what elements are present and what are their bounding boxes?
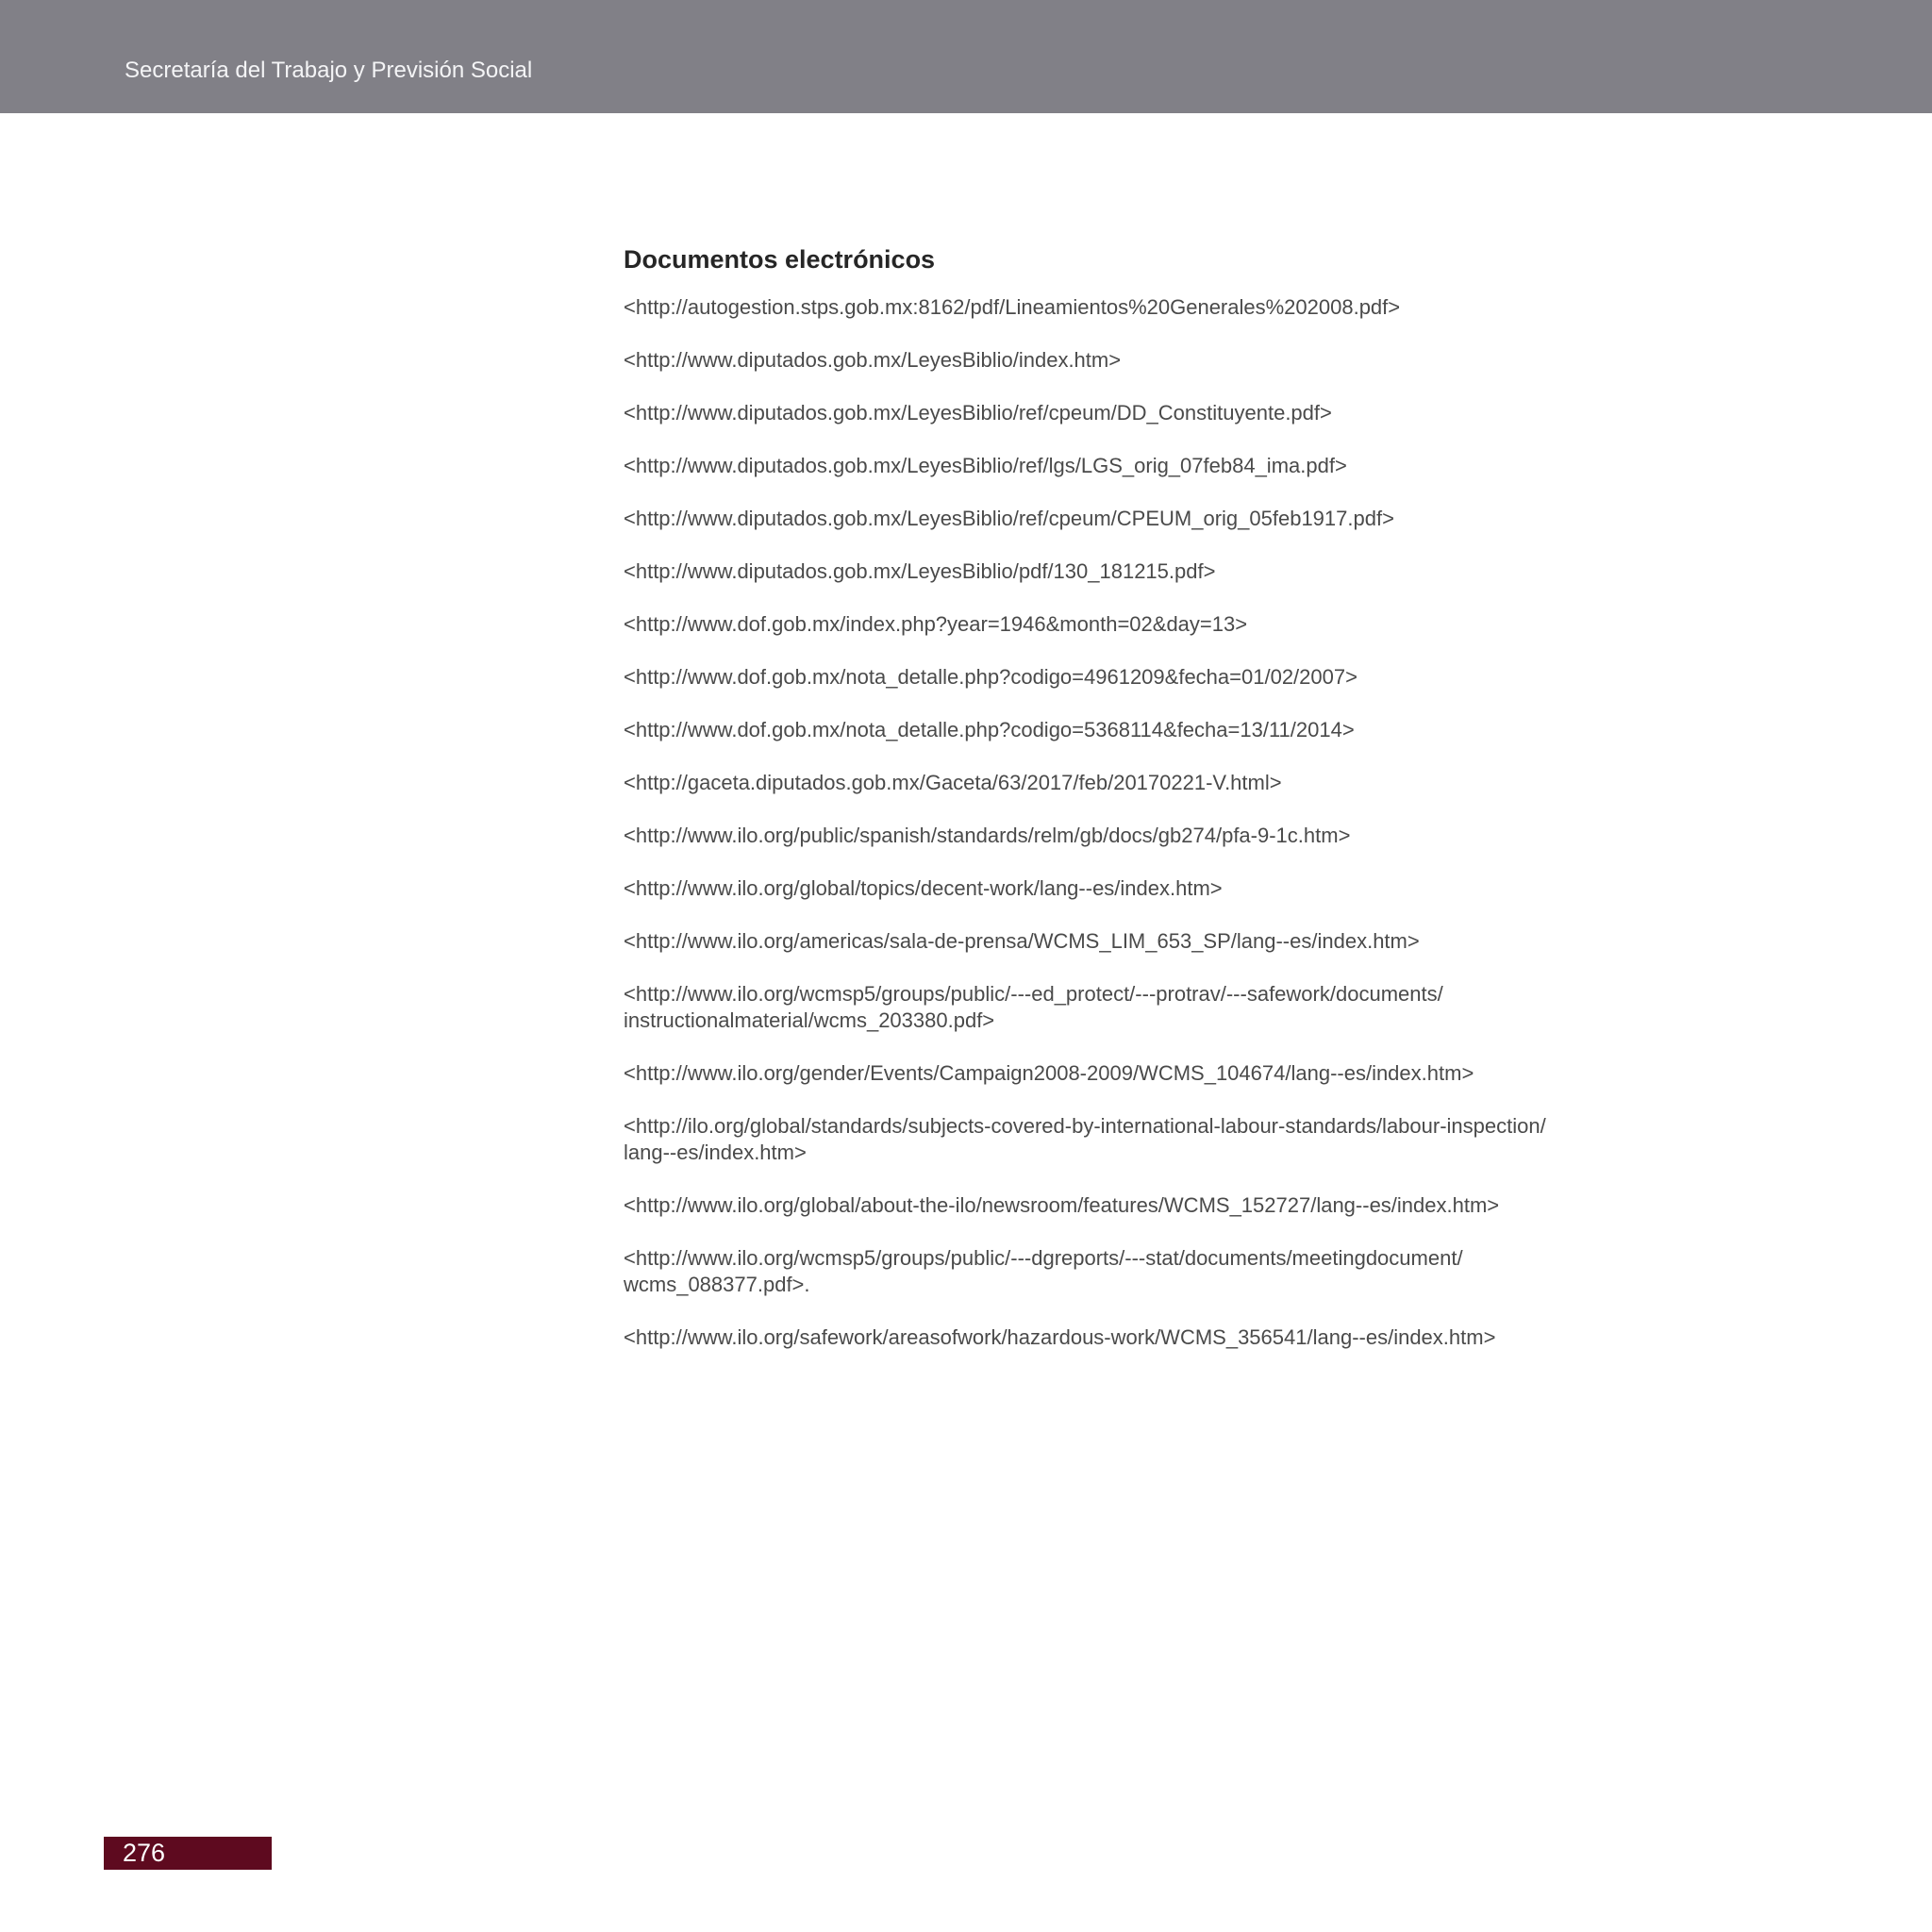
reference-list [624,294,1685,1351]
reference-item: <http://www.dof.gob.mx/index.php?year=1946&month=02&day=13> [624,612,1248,636]
content-area [624,243,1685,1377]
reference-item: <http://www.ilo.org/public/spanish/standards/relm/gb/docs/gb274/pfa-9-1c.htm> [624,824,1351,847]
reference-item: <http://autogestion.stps.gob.mx:8162/pdf/Lineamientos%20Generales%202008.pdf> [624,295,1401,319]
reference-item: <http://www.dof.gob.mx/nota_detalle.php?codigo=4961209&fecha=01/02/2007> [624,665,1357,689]
reference-item: <http://www.diputados.gob.mx/LeyesBiblio/ref/cpeum/CPEUM_orig_05feb1917.pdf> [624,507,1394,530]
reference-item: <http://www.diputados.gob.mx/LeyesBiblio/ref/cpeum/DD_Constituyente.pdf> [624,401,1332,425]
reference-item: <http://www.diputados.gob.mx/LeyesBiblio/ref/lgs/LGS_orig_07feb84_ima.pdf> [624,454,1347,477]
reference-item: <http://www.ilo.org/global/about-the-ilo/newsroom/features/WCMS_152727/lang--es/index.htm> [624,1193,1500,1217]
reference-item: <http://www.ilo.org/gender/Events/Campaign2008-2009/WCMS_104674/lang--es/index.htm> [624,1061,1474,1085]
reference-item: <http://www.ilo.org/wcmsp5/groups/public/---ed_protect/---protrav/---safework/documents/ instructionalmaterial/wcms_203380.pdf> [624,982,1443,1032]
header-title: Secretaría del Trabajo y Previsión Social [125,58,533,83]
reference-item: <http://www.dof.gob.mx/nota_detalle.php?codigo=5368114&fecha=13/11/2014> [624,718,1355,741]
page-number-box [104,1837,272,1870]
page-number: 276 [123,1839,166,1867]
reference-item: <http://gaceta.diputados.gob.mx/Gaceta/63/2017/feb/20170221-V.html> [624,771,1282,794]
section-heading: Documentos electrónicos [624,245,936,274]
reference-item: <http://www.ilo.org/wcmsp5/groups/public/---dgreports/---stat/documents/meetingdocument/ wcms_088377.pdf>. [624,1246,1463,1296]
reference-item: <http://ilo.org/global/standards/subjects-covered-by-international-labour-standards/labour-inspection/ lang--es/index.htm> [624,1114,1546,1164]
reference-item: <http://www.ilo.org/global/topics/decent-work/lang--es/index.htm> [624,876,1223,900]
reference-item: <http://www.diputados.gob.mx/LeyesBiblio/index.htm> [624,348,1122,372]
reference-item: <http://www.ilo.org/safework/areasofwork/hazardous-work/WCMS_356541/lang--es/index.htm> [624,1325,1496,1349]
reference-item: <http://www.ilo.org/americas/sala-de-prensa/WCMS_LIM_653_SP/lang--es/index.htm> [624,929,1420,953]
reference-item: <http://www.diputados.gob.mx/LeyesBiblio/pdf/130_181215.pdf> [624,559,1216,583]
header-bar [0,0,1932,113]
